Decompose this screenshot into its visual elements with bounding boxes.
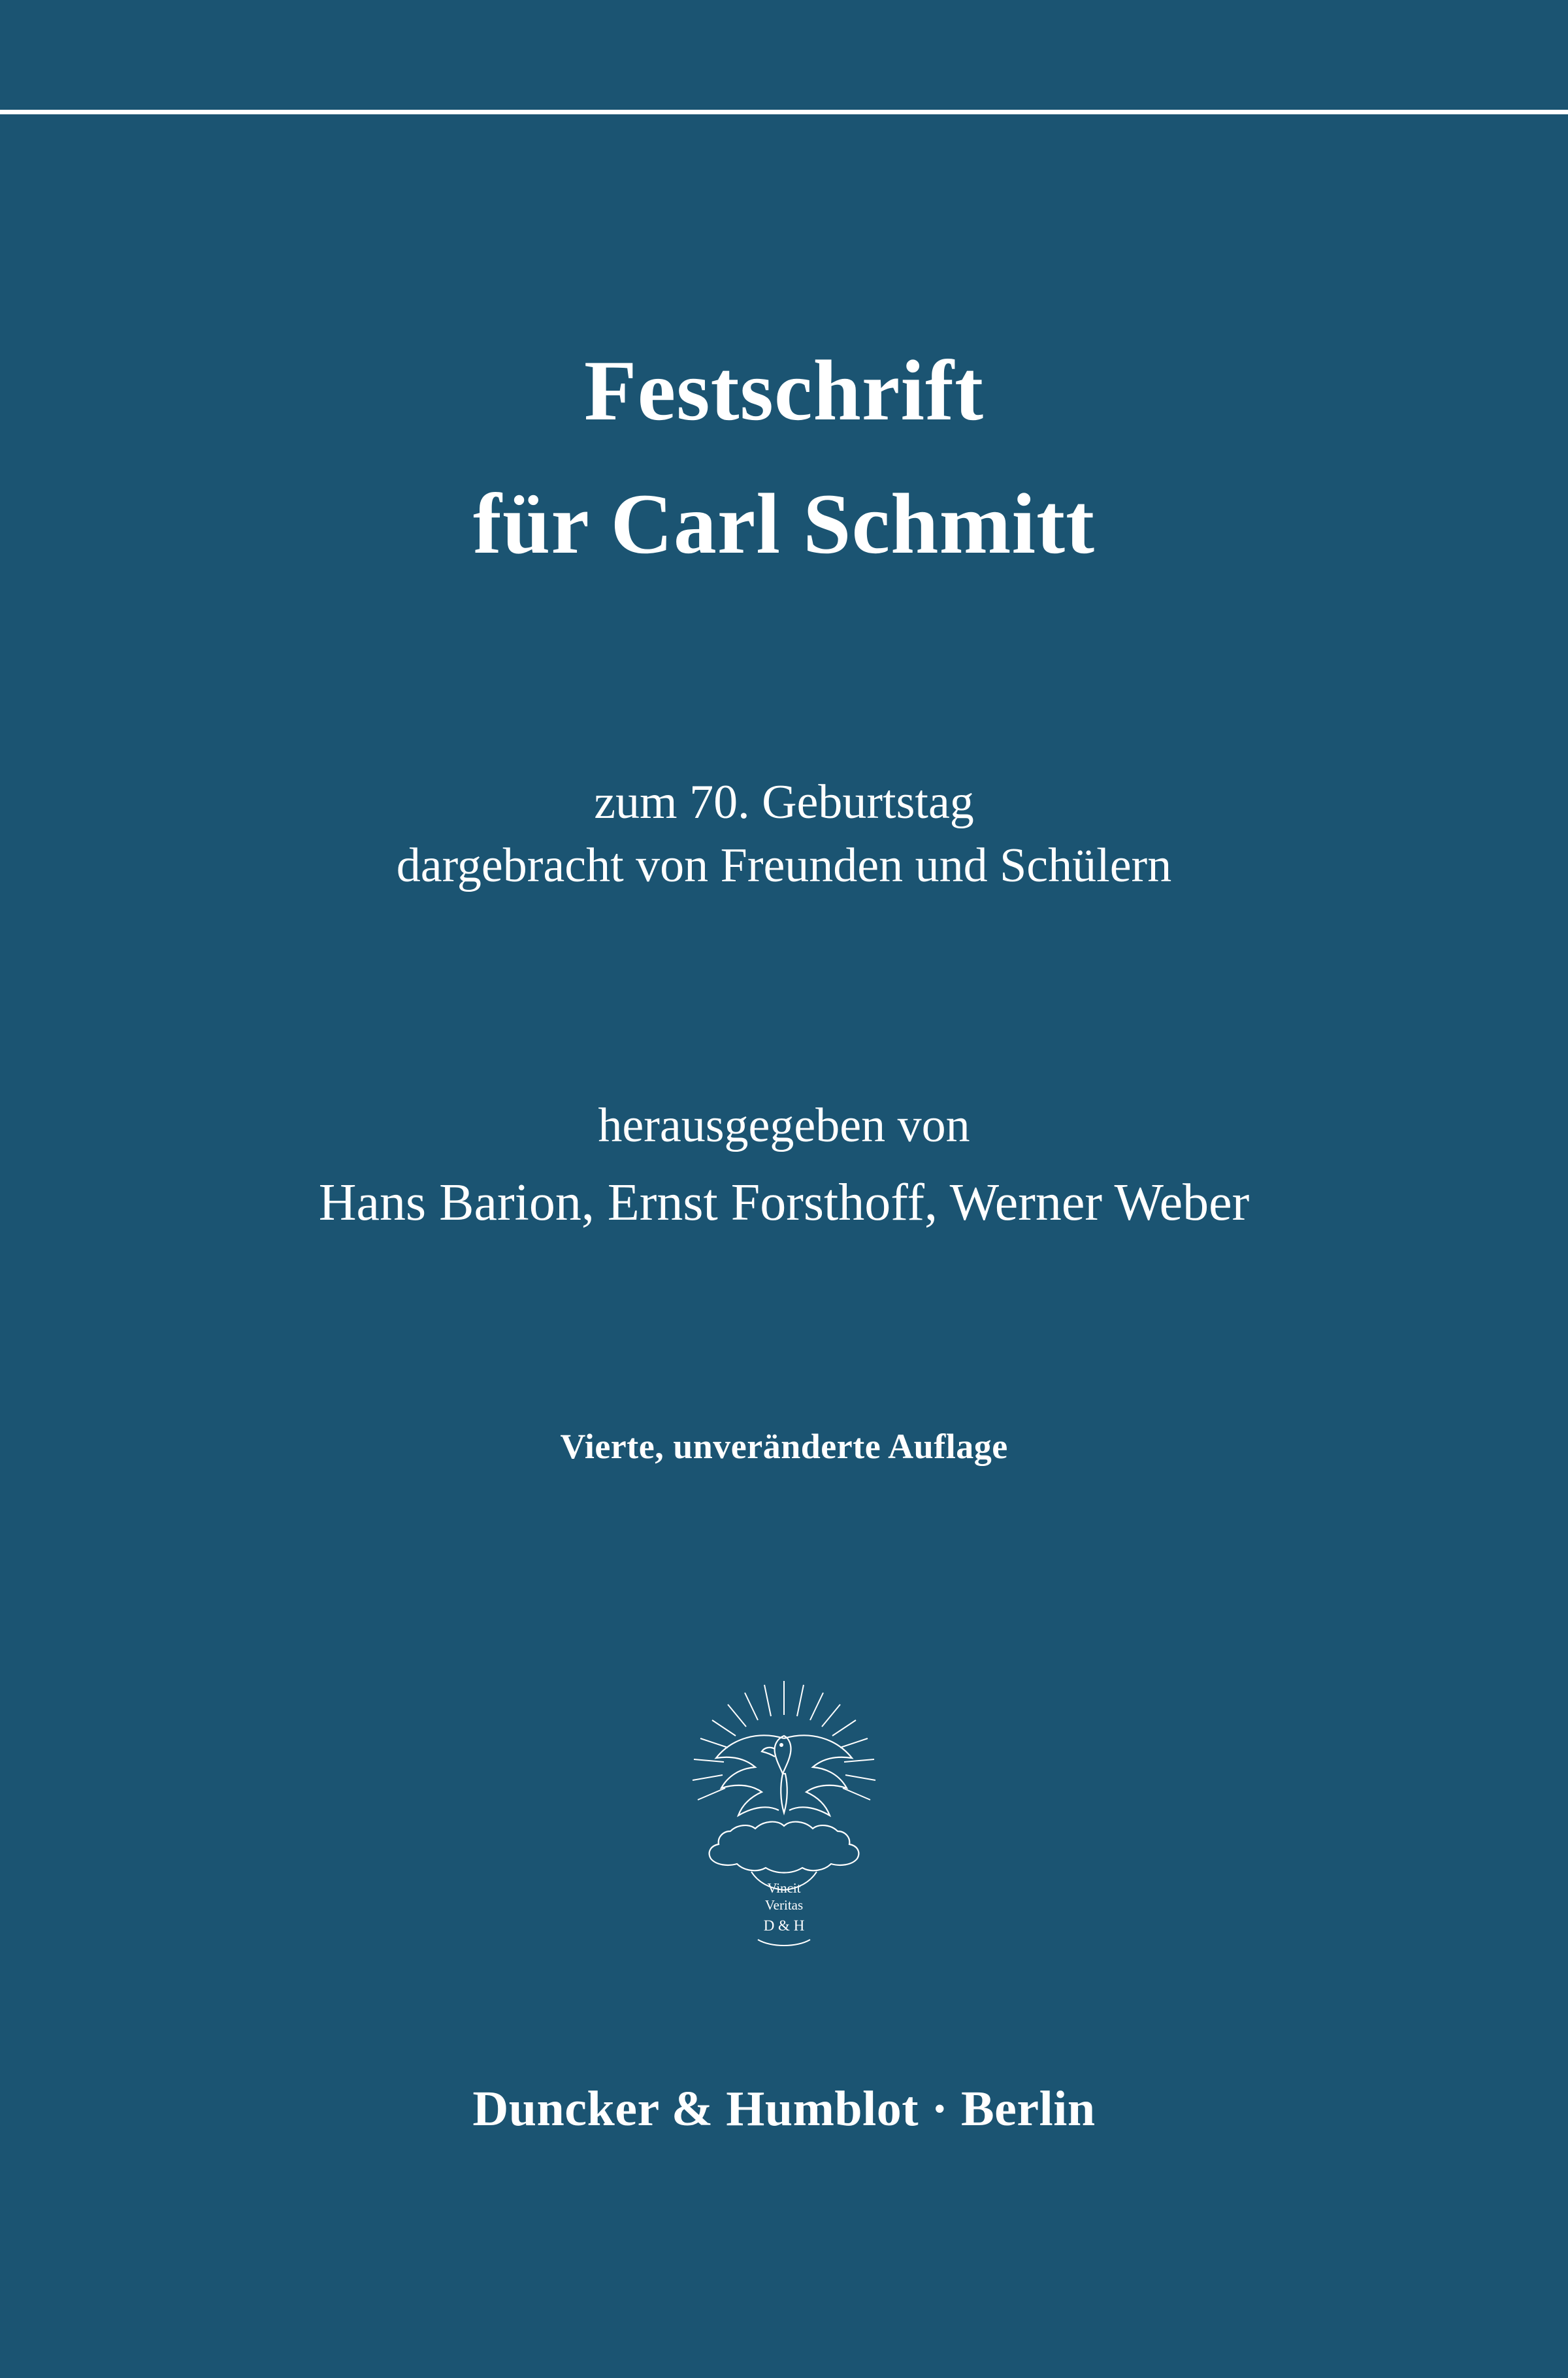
eagle-icon [660,1676,908,1957]
subtitle-line-1: zum 70. Geburtstag [594,775,974,829]
svg-text:D & H: D & H [763,1917,805,1934]
subtitle-block [0,771,1568,898]
editors-block [0,1094,1568,1237]
svg-text:Veritas: Veritas [764,1897,804,1914]
publisher-block [0,2081,1568,2138]
subtitle-line-2: dargebracht von Freunden und Schülern [396,839,1172,893]
title-block [0,340,1568,575]
edition-statement: Vierte, unveränderte Auflage [560,1427,1008,1467]
edition-block [0,1426,1568,1467]
top-horizontal-rule [0,110,1568,114]
publisher-name: Duncker & Humblot · Berlin [472,2081,1096,2137]
book-title-line-1: Festschrift [583,342,985,438]
editors-names: Hans Barion, Ernst Forsthoff, Werner Weber [318,1174,1250,1232]
book-title-line-2: für Carl Schmitt [472,475,1096,572]
svg-text:Vincit: Vincit [767,1880,801,1897]
editors-intro: herausgegeben von [598,1098,970,1152]
publisher-logo [0,1676,1568,1957]
